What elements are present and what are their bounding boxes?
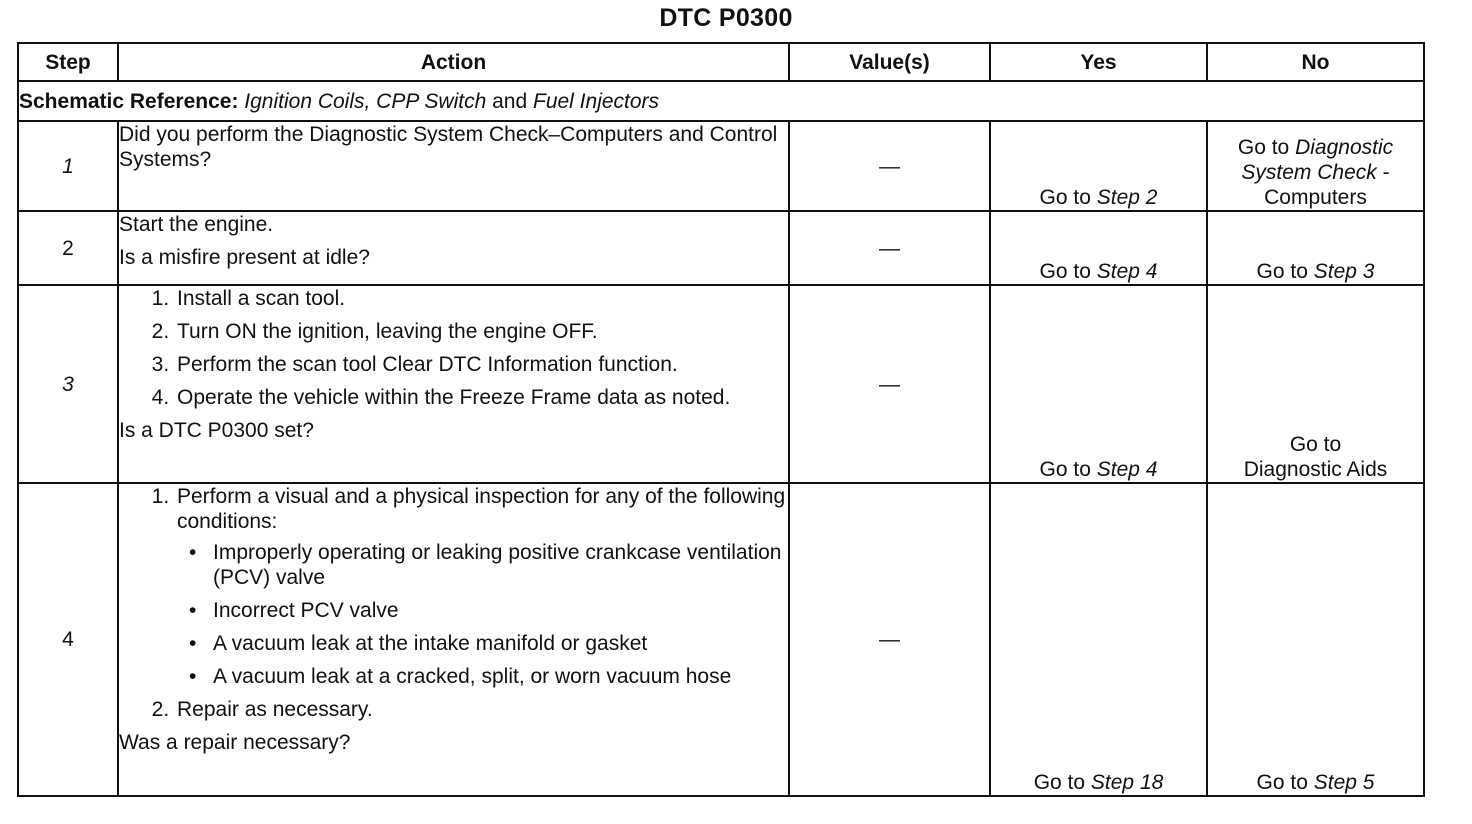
diagnostic-table xyxy=(17,42,1425,797)
schematic-reference-label: Schematic Reference: xyxy=(19,89,239,113)
no-cell xyxy=(1207,285,1424,483)
no-prefix: Go to xyxy=(1237,136,1290,159)
page-title: DTC P0300 xyxy=(659,4,793,32)
procedure-step-text: Perform a visual and a physical inspection for any of the following conditions: xyxy=(177,485,786,533)
action-question: Is a misfire present at idle? xyxy=(119,246,370,269)
action-cell xyxy=(118,211,789,285)
step-number: 4 xyxy=(18,483,118,796)
no-step-link[interactable]: Step 5 xyxy=(1313,771,1375,794)
header-no: No xyxy=(1207,43,1424,81)
value-cell: — xyxy=(789,211,990,285)
header-row xyxy=(18,43,1424,81)
no-cell xyxy=(1207,121,1424,211)
schematic-item-1: Ignition Coils, CPP Switch xyxy=(244,89,487,113)
yes-step-link[interactable]: Step 2 xyxy=(1096,186,1158,209)
schematic-reference xyxy=(18,81,1424,121)
value-cell: — xyxy=(789,121,990,211)
procedure-step: 2. Turn ON the ignition, leaving the engine OFF. xyxy=(175,319,788,344)
action-cell xyxy=(118,483,789,796)
procedure-step: 3. Perform the scan tool Clear DTC Information function. xyxy=(175,352,788,377)
step-number: 1 xyxy=(18,121,118,211)
yes-cell xyxy=(990,121,1207,211)
action-cell xyxy=(118,285,789,483)
table-row-step-2 xyxy=(18,211,1424,285)
procedure-step: 1. Install a scan tool. xyxy=(175,286,788,311)
table-row-step-4 xyxy=(18,483,1424,796)
action-text: Did you perform the Diagnostic System Check–Computers and Control Systems? xyxy=(119,123,778,171)
procedure-list xyxy=(119,484,788,722)
no-cell xyxy=(1207,483,1424,796)
yes-step-link[interactable]: Step 4 xyxy=(1096,260,1158,283)
schematic-and: and xyxy=(492,89,528,113)
action-question: Is a DTC P0300 set? xyxy=(119,419,314,442)
yes-step-link[interactable]: Step 18 xyxy=(1090,771,1164,794)
yes-cell xyxy=(990,211,1207,285)
action-question: Was a repair necessary? xyxy=(119,731,351,754)
yes-prefix: Go to xyxy=(1033,771,1086,794)
step-number: 2 xyxy=(18,211,118,285)
no-prefix: Go to xyxy=(1256,260,1308,283)
no-step-link[interactable]: Step 3 xyxy=(1313,260,1375,283)
no-prefix: Go to xyxy=(1256,771,1308,794)
no-prefix: Go to xyxy=(1289,433,1342,456)
no-diagnostic-check-link[interactable]: Diagnostic System Check xyxy=(1241,136,1394,184)
no-cell xyxy=(1207,211,1424,285)
yes-prefix: Go to xyxy=(1039,458,1091,481)
yes-prefix: Go to xyxy=(1039,186,1091,209)
no-diagnostic-aids-link[interactable]: Diagnostic Aids xyxy=(1243,458,1388,481)
procedure-step: 4. Operate the vehicle within the Freeze Frame data as noted. xyxy=(175,385,788,410)
action-instruction: Start the engine. xyxy=(119,213,274,236)
no-suffix: - Computers xyxy=(1264,161,1390,209)
table-row-step-3 xyxy=(18,285,1424,483)
procedure-list xyxy=(119,286,788,410)
header-yes: Yes xyxy=(990,43,1207,81)
condition-item: • A vacuum leak at the intake manifold or gasket xyxy=(209,631,788,656)
procedure-step xyxy=(175,484,788,689)
header-step: Step xyxy=(18,43,118,81)
condition-item: • Improperly operating or leaking positive crankcase ventilation (PCV) valve xyxy=(209,540,788,590)
condition-item: • Incorrect PCV valve xyxy=(209,598,788,623)
yes-step-link[interactable]: Step 4 xyxy=(1096,458,1158,481)
value-cell: — xyxy=(789,285,990,483)
header-values: Value(s) xyxy=(789,43,990,81)
yes-cell xyxy=(990,285,1207,483)
condition-item: • A vacuum leak at a cracked, split, or worn vacuum hose xyxy=(209,664,788,689)
yes-cell xyxy=(990,483,1207,796)
header-action: Action xyxy=(118,43,789,81)
condition-list xyxy=(177,540,788,689)
step-number: 3 xyxy=(18,285,118,483)
table-row-step-1 xyxy=(18,121,1424,211)
action-cell xyxy=(118,121,789,211)
schematic-item-2: Fuel Injectors xyxy=(533,89,660,113)
value-cell: — xyxy=(789,483,990,796)
procedure-step: 2. Repair as necessary. xyxy=(175,697,788,722)
schematic-reference-row xyxy=(18,81,1424,121)
yes-prefix: Go to xyxy=(1039,260,1091,283)
